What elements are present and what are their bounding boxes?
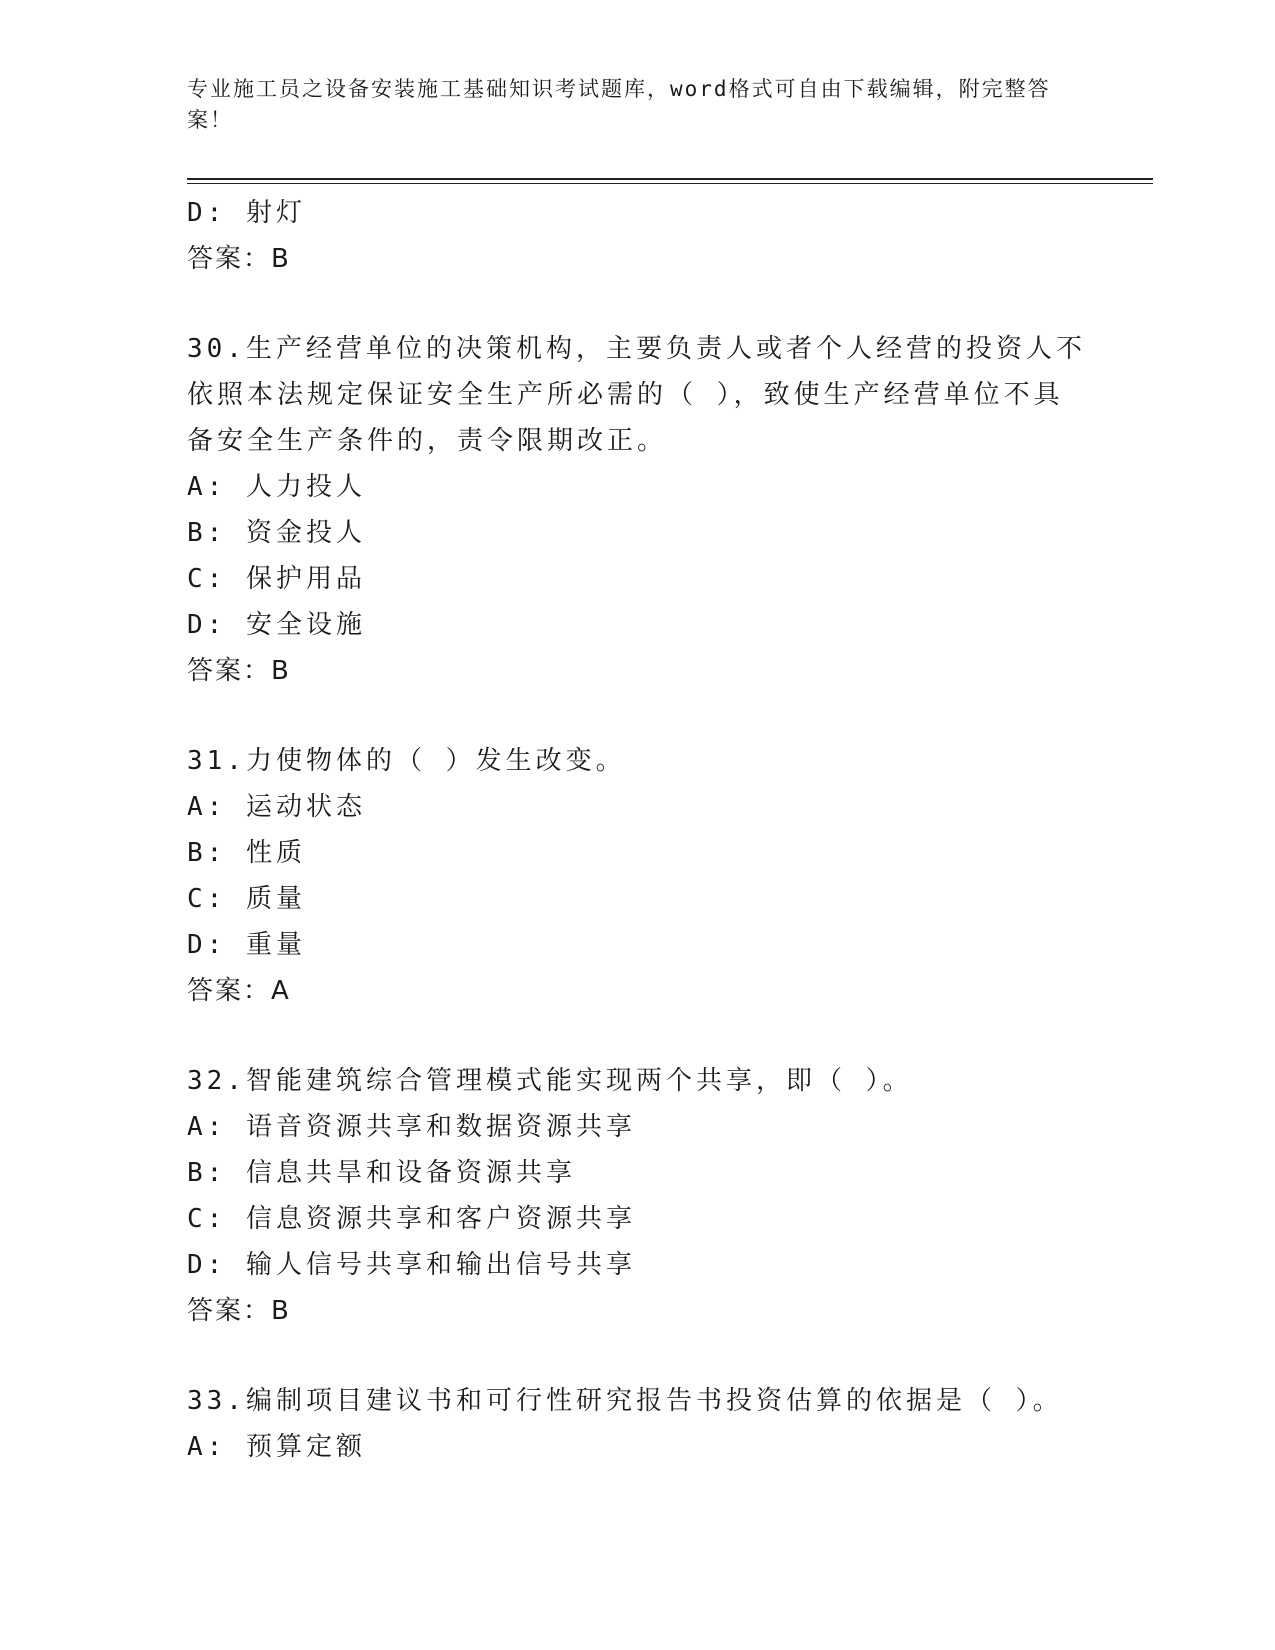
question-stem: 33.编制项目建议书和可行性研究报告书投资估算的依据是（ ）。 <box>187 1386 1063 1416</box>
question-30 <box>187 326 1087 694</box>
option-d-carryover: D: 射灯 <box>187 198 306 228</box>
spacer <box>187 282 1087 326</box>
option-a: A: 预算定额 <box>187 1432 366 1462</box>
question-content <box>187 190 1087 1470</box>
question-31 <box>187 738 1087 1014</box>
spacer <box>187 694 1087 738</box>
option-a: A: 运动状态 <box>187 792 366 822</box>
option-c: C: 保护用品 <box>187 564 366 594</box>
question-stem: 31.力使物体的（ ）发生改变。 <box>187 746 626 776</box>
answer-carryover: 答案：B <box>187 244 291 274</box>
option-d: D: 重量 <box>187 930 306 960</box>
question-stem: 32.智能建筑综合管理模式能实现两个共享，即（ ）。 <box>187 1066 913 1096</box>
question-stem: 30.生产经营单位的决策机构，主要负责人或者个人经营的投资人不依照本法规定保证安全生产所必需的（ ），致使生产经营单位不具备安全生产条件的，责令限期改正。 <box>187 334 1086 456</box>
spacer <box>187 1014 1087 1058</box>
option-c: C: 质量 <box>187 884 306 914</box>
option-b: B: 信息共旱和设备资源共享 <box>187 1158 576 1188</box>
option-b: B: 性质 <box>187 838 306 868</box>
header-divider-thick <box>187 178 1153 180</box>
answer: 答案：A <box>187 976 291 1006</box>
question-32 <box>187 1058 1087 1334</box>
question-33 <box>187 1378 1087 1470</box>
option-b: B: 资金投人 <box>187 518 366 548</box>
header-divider-thin <box>187 183 1153 184</box>
option-c: C: 信息资源共享和客户资源共享 <box>187 1204 636 1234</box>
answer: 答案：B <box>187 1296 291 1326</box>
option-a: A: 语音资源共享和数据资源共享 <box>187 1112 636 1142</box>
spacer <box>187 1334 1087 1378</box>
page-header-title: 专业施工员之设备安装施工基础知识考试题库，word格式可自由下载编辑，附完整答案！ <box>187 77 1051 132</box>
option-d: D: 输人信号共享和输出信号共享 <box>187 1250 636 1280</box>
option-a: A: 人力投人 <box>187 472 366 502</box>
answer: 答案：B <box>187 656 291 686</box>
option-d: D: 安全设施 <box>187 610 366 640</box>
